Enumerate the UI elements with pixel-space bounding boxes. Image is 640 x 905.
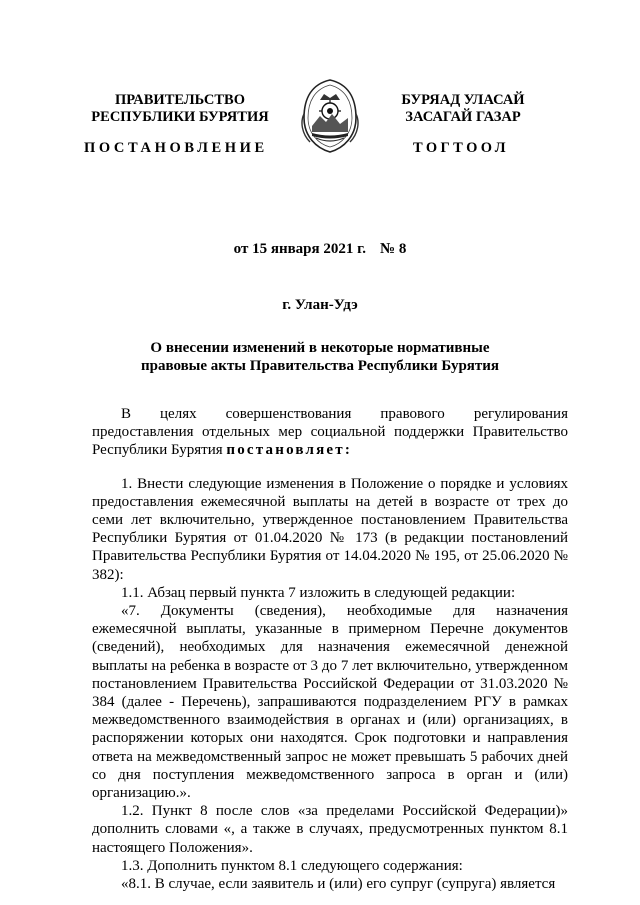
paragraph-1-3: 1.3. Дополнить пунктом 8.1 следующего содержания: (121, 857, 463, 874)
title-line-1: О внесении изменений в некоторые нормативные (150, 340, 490, 356)
paragraph-1-1: 1.1. Абзац первый пункта 7 изложить в следующей редакции: (121, 584, 516, 601)
decree-type-russian: ПОСТАНОВЛЕНИЕ (84, 140, 268, 156)
government-buryat-line-2: ЗАСАГАЙ ГАЗАР (405, 109, 521, 125)
intro-text: В целях совершенствования правового регулирования предоставления отдельных мер социальной поддержки Правительство Республики Бурятия (92, 406, 568, 459)
decree-date-number (0, 240, 640, 258)
government-buryat-line-1: БУРЯАД УЛАСАЙ (401, 92, 525, 108)
government-name-russian (85, 92, 275, 126)
paragraph-quote-7: «7. Документы (сведения), необходимые для назначения ежемесячной выплаты, указанные в примерном Перечне документов (сведений), необходимых для назначения ежемесячной денежной выплаты на ребенка в возрасте от 3 до 7 лет включительно, утвержденном постановлением Правительства Российской Федерации от 31.03.2020 № 384 (далее - Перечень), запрашиваются подразделением РГУ в рамках межведомственного взаимодействия в органах и (или) организациях, в распоряжении которых они находятся. Срок подготовки и направления ответа на межведомственный запрос не может превышать 5 рабочих дней со дня поступления межведомственного запроса в орган и (или) организацию.». (92, 603, 568, 802)
coat-of-arms-of-buryatia-icon (298, 78, 362, 154)
government-name-buryat (378, 92, 548, 126)
decree-number: № 8 (380, 241, 407, 257)
decree-date: от 15 января 2021 г. (233, 241, 367, 257)
decree-city: г. Улан-Удэ (282, 297, 358, 313)
decree-title (0, 339, 640, 375)
intro-keyword: постановляет: (226, 442, 353, 459)
government-line-2: РЕСПУБЛИКИ БУРЯТИЯ (91, 109, 269, 125)
paragraph-quote-8-1: «8.1. В случае, если заявитель и (или) его супруг (супруга) является (121, 876, 556, 893)
paragraph-1: 1. Внести следующие изменения в Положение о порядке и условиях предоставления ежемесячной выплаты на детей в возрасте от трех до семи лет включительно, утвержденное постановлением Правительства Республики Бурятия от 01.04.2020 № 173 (в редакции постановлений Правительства Республики Бурятия от 14.04.2020 № 195, от 25.06.2020 № 382): (92, 475, 568, 583)
title-line-2: правовые акты Правительства Республики Бурятия (140, 358, 500, 374)
government-line-1: ПРАВИТЕЛЬСТВО (115, 92, 245, 108)
decree-body (92, 405, 568, 893)
intro-paragraph (92, 405, 568, 460)
paragraph-1-2: 1.2. Пункт 8 после слов «за пределами Российской Федерации)» дополнить словами «, а также в случаях, предусмотренных пунктом 8.1 настоящего Положения». (92, 803, 568, 856)
decree-type-buryat: ТОГТООЛ (413, 140, 509, 156)
